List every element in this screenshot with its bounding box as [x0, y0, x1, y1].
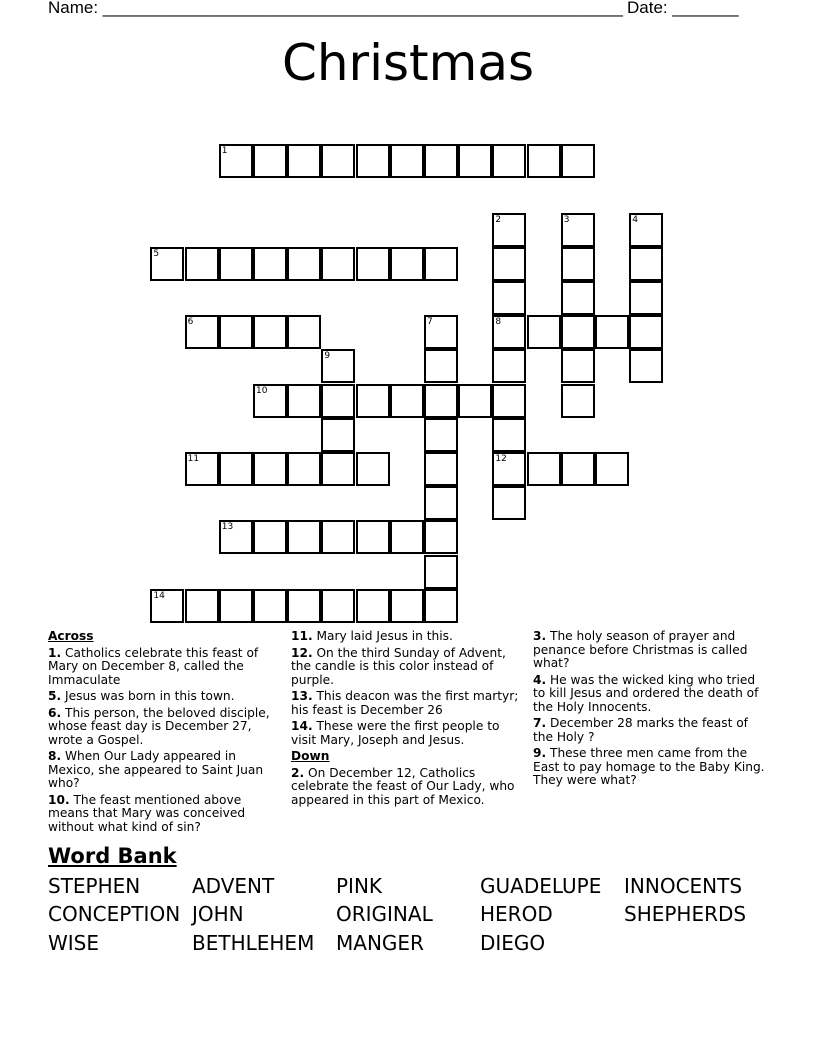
crossword-cell[interactable] [492, 486, 526, 520]
crossword-cell[interactable] [390, 520, 424, 554]
word-bank-item: MANGER [336, 931, 424, 955]
clue-number: 7 [427, 317, 433, 328]
crossword-cell[interactable] [527, 315, 561, 349]
crossword-cell[interactable] [219, 452, 253, 486]
clue-text: 9. These three men came from the East to pay homage to the Baby King. They were what? [533, 746, 765, 787]
crossword-cell[interactable] [321, 452, 355, 486]
crossword-cell[interactable] [253, 247, 287, 281]
word-bank-item: HEROD [480, 902, 553, 926]
crossword-cell[interactable] [492, 349, 526, 383]
crossword-cell[interactable] [424, 418, 458, 452]
crossword-cell[interactable] [527, 452, 561, 486]
crossword-cell[interactable] [561, 144, 595, 178]
clue-number: 10 [256, 385, 268, 396]
date-field-label: Date: _______ [627, 0, 739, 17]
crossword-cell[interactable] [150, 247, 184, 281]
page-title: Christmas [281, 34, 535, 92]
clue-text: 1. Catholics celebrate this feast of Mary on December 8, called the Immaculate [48, 645, 259, 687]
crossword-cell[interactable] [321, 384, 355, 418]
crossword-cell[interactable] [527, 144, 561, 178]
crossword-cell[interactable] [390, 589, 424, 623]
clue-text: 10. The feast mentioned above means that Mary was conceived without what kind of sin? [48, 792, 246, 834]
crossword-cell[interactable] [287, 452, 321, 486]
crossword-cell[interactable] [424, 452, 458, 486]
across-heading: Across [48, 629, 94, 643]
crossword-cell[interactable] [287, 520, 321, 554]
clue-number: 12 [495, 454, 507, 464]
word-bank-item: GUADELUPE [480, 874, 602, 898]
crossword-cell[interactable] [185, 315, 219, 349]
crossword-cell[interactable] [390, 144, 424, 178]
crossword-cell[interactable] [561, 315, 595, 349]
crossword-cell[interactable] [629, 213, 663, 247]
word-bank-item: STEPHEN [48, 874, 141, 898]
crossword-cell[interactable] [390, 247, 424, 281]
clue-text: 7. December 28 marks the feast of the Holy ? [533, 716, 748, 744]
crossword-cell[interactable] [492, 281, 526, 315]
clue-number: 11 [187, 454, 200, 464]
clue-text: 12. On the third Sunday of Advent, the candle is this color instead of purple. [291, 645, 506, 687]
crossword-cell[interactable] [219, 520, 253, 554]
crossword-cell[interactable] [561, 247, 595, 281]
clue-number: 5 [153, 248, 160, 259]
clue-text: 3. The holy season of prayer and penance before Christmas is called what? [533, 629, 748, 670]
clue-text: 11. Mary laid Jesus in this. [291, 629, 453, 643]
clue-text: 5. Jesus was born in this town. [48, 689, 235, 703]
crossword-cell[interactable] [424, 589, 458, 623]
crossword-cell[interactable] [185, 452, 219, 486]
crossword-cell[interactable] [321, 520, 355, 554]
crossword-cell[interactable] [150, 589, 184, 623]
clue-number: 8 [495, 317, 502, 328]
crossword-cell[interactable] [424, 520, 458, 554]
crossword-cell[interactable] [185, 589, 219, 623]
crossword-cell[interactable] [492, 452, 526, 486]
crossword-cell[interactable] [595, 452, 629, 486]
crossword-cell[interactable] [356, 144, 390, 178]
crossword-cell[interactable] [253, 520, 287, 554]
crossword-cell[interactable] [253, 452, 287, 486]
crossword-cell[interactable] [629, 349, 663, 383]
word-bank-item: INNOCENTS [624, 874, 743, 898]
crossword-cell[interactable] [629, 247, 663, 281]
crossword-cell[interactable] [287, 144, 321, 178]
clue-text: 6. This person, the beloved disciple, whose feast day is December 27, wrote a Gospel. [48, 705, 270, 747]
clue-number: 9 [324, 351, 331, 362]
word-bank-item: BETHLEHEM [192, 931, 315, 955]
crossword-cell[interactable] [424, 247, 458, 281]
crossword-cell[interactable] [321, 349, 355, 383]
crossword-cell[interactable] [356, 452, 390, 486]
word-bank-title: Word Bank [48, 844, 177, 868]
crossword-cell[interactable] [561, 384, 595, 418]
crossword-cell[interactable] [185, 247, 219, 281]
crossword-cell[interactable] [321, 144, 355, 178]
clue-text: 8. When Our Lady appeared in Mexico, she appeared to Saint Juan who? [48, 749, 264, 790]
clue-number: 13 [221, 522, 234, 533]
crossword-cell[interactable] [356, 589, 390, 623]
clue-number: 2 [495, 214, 502, 225]
crossword-cell[interactable] [629, 315, 663, 349]
crossword-cell[interactable] [424, 555, 458, 589]
clues-column-3 [533, 630, 768, 791]
crossword-cell[interactable] [287, 589, 321, 623]
word-bank-item: DIEGO [480, 931, 546, 955]
clue-number: 14 [153, 590, 165, 601]
crossword-cell[interactable] [492, 315, 526, 349]
clue-number: 3 [563, 214, 570, 225]
name-field-label: Name: _______________________________________________________ [48, 0, 623, 17]
crossword-cell[interactable] [356, 247, 390, 281]
crossword-cell[interactable] [561, 213, 595, 247]
crossword-cell[interactable] [253, 384, 287, 418]
crossword-cell[interactable] [492, 384, 526, 418]
crossword-cell[interactable] [219, 315, 253, 349]
word-bank-item: JOHN [192, 902, 244, 926]
clue-text: 4. He was the wicked king who tried to kill Jesus and ordered the death of the Holy Innocents. [533, 672, 759, 714]
crossword-cell[interactable] [424, 315, 458, 349]
clue-number: 6 [187, 317, 194, 328]
crossword-cell[interactable] [321, 418, 355, 452]
crossword-cell[interactable] [356, 520, 390, 554]
crossword-cell[interactable] [321, 589, 355, 623]
crossword-cell[interactable] [458, 384, 492, 418]
clue-number: 1 [221, 146, 228, 157]
word-bank-item: PINK [336, 874, 383, 898]
crossword-cell[interactable] [219, 589, 253, 623]
crossword-cell[interactable] [561, 349, 595, 383]
crossword-cell[interactable] [424, 144, 458, 178]
crossword-cell[interactable] [492, 144, 526, 178]
clue-text: 14. These were the first people to visit Mary, Joseph and Jesus. [291, 719, 500, 747]
crossword-cell[interactable] [253, 144, 287, 178]
crossword-cell[interactable] [629, 281, 663, 315]
word-bank-item: CONCEPTION [48, 902, 181, 926]
word-bank-item: ADVENT [192, 874, 275, 898]
crossword-cell[interactable] [287, 384, 321, 418]
crossword-cell[interactable] [287, 315, 321, 349]
clue-text: 2. On December 12, Catholics celebrate the feast of Our Lady, who appeared in this part of Mexico. [291, 765, 515, 807]
crossword-cell[interactable] [458, 144, 492, 178]
crossword-cell[interactable] [287, 247, 321, 281]
crossword-cell[interactable] [561, 452, 595, 486]
word-bank-item: ORIGINAL [336, 902, 433, 926]
crossword-cell[interactable] [595, 315, 629, 349]
crossword-cell[interactable] [253, 315, 287, 349]
clue-text: 13. This deacon was the first martyr; his feast is December 26 [291, 689, 519, 717]
crossword-cell[interactable] [253, 589, 287, 623]
crossword-cell[interactable] [424, 486, 458, 520]
crossword-cell[interactable] [492, 247, 526, 281]
word-bank-item: SHEPHERDS [624, 902, 747, 926]
crossword-cell[interactable] [424, 384, 458, 418]
crossword-cell[interactable] [219, 144, 253, 178]
crossword-cell[interactable] [492, 213, 526, 247]
word-bank-item: WISE [48, 931, 100, 955]
crossword-cell[interactable] [219, 247, 253, 281]
clues-column-2 [291, 630, 521, 810]
crossword-cell[interactable] [492, 418, 526, 452]
crossword-cell[interactable] [390, 384, 424, 418]
down-heading: Down [291, 749, 330, 763]
clue-number: 4 [632, 214, 638, 225]
crossword-cell[interactable] [321, 247, 355, 281]
crossword-cell[interactable] [424, 349, 458, 383]
clues-column-1 [48, 630, 280, 837]
crossword-cell[interactable] [356, 384, 390, 418]
crossword-cell[interactable] [561, 281, 595, 315]
